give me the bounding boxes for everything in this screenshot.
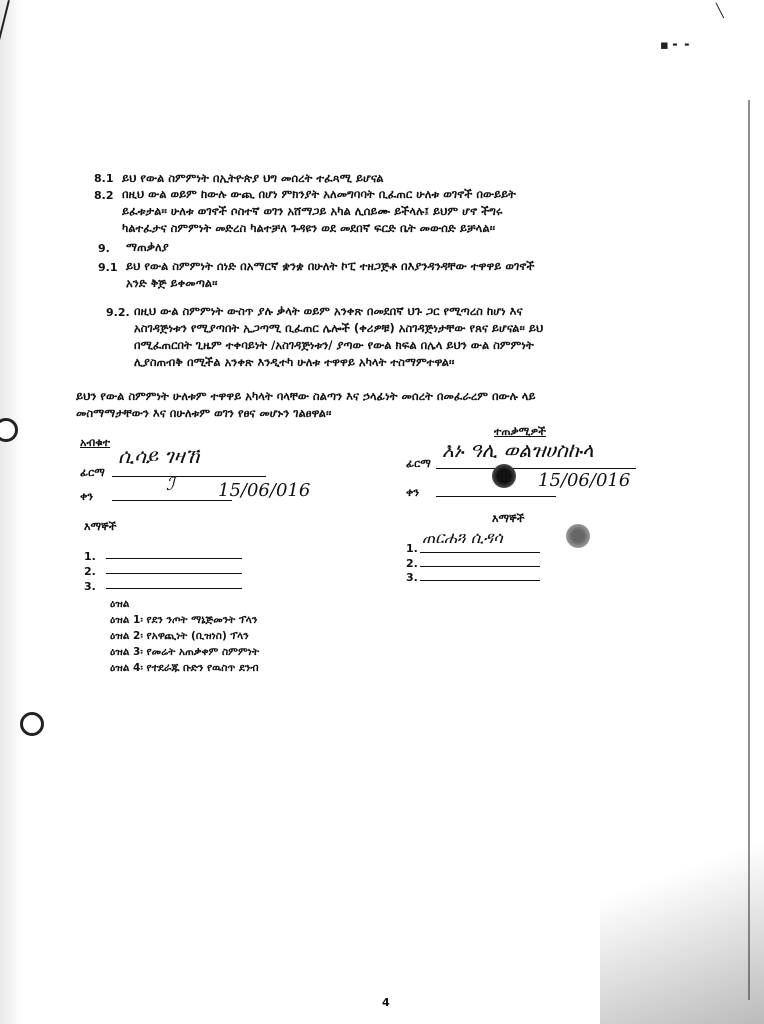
witness-line bbox=[106, 573, 242, 574]
right-witness-signature: ጠርሐጓ ሲዳሳ bbox=[422, 528, 503, 547]
left-date: 15/06/016 bbox=[218, 480, 311, 501]
closing-text-line: መስማማታቸውን እና በሁለቱም ወገን የፀና መሆኑን ገልፀዋል፡፡ bbox=[76, 406, 332, 420]
party-title-left: አብቁተ bbox=[80, 436, 111, 449]
clause-text: ይህ የውል ስምምነት በኢትዮጵያ ህግ መሰረት ተፈጻሚ ይሆናል bbox=[122, 171, 384, 185]
clause-number: 8.2 bbox=[94, 189, 114, 202]
signature-label: ፊርማ bbox=[406, 457, 431, 470]
witness-number: 2. bbox=[406, 557, 418, 570]
clause-text-line: ሊያስጠብቅ በሚችል አንቀጽ እንዲተካ ሁለቱ ተዋዋይ አካላት ተስማምተዋል፡፡ bbox=[134, 355, 455, 369]
signature-label: ፊርማ bbox=[80, 466, 105, 479]
punch-hole bbox=[20, 712, 44, 736]
witness-number: 3. bbox=[406, 571, 418, 584]
page-number: 4 bbox=[382, 996, 390, 1009]
clause-text-line: በሚፈጠርበት ጊዜም ተቀባይነት /አስገዳጅነቱን/ ያጣው የውል ክፍል በሌላ ይህን ውል ስምምነት bbox=[134, 338, 534, 352]
clause-number: 9.2. bbox=[106, 306, 130, 319]
scan-speck: ▪ ╸ ╸ bbox=[660, 38, 693, 53]
section-number: 9. bbox=[98, 242, 110, 255]
signature-line bbox=[112, 476, 266, 477]
witnesses-title-left: እማኞች bbox=[84, 520, 117, 533]
thumbprint-stamp bbox=[492, 464, 516, 488]
clause-number: 8.1 bbox=[94, 172, 114, 185]
right-signature: እኑ ዓሊ ወልዝሀስኩላ bbox=[442, 438, 594, 462]
clause-text-line: ካልተፈታና ስምምነት መድረስ ካልተቻለ ጉዳዩን ወደ መደበኛ ፍርድ ቤት መውሰድ ይቻላል፡፡ bbox=[122, 221, 496, 235]
date-line bbox=[436, 496, 556, 497]
witness-line bbox=[106, 588, 242, 589]
clause-number: 9.1 bbox=[98, 261, 118, 274]
clause-text-line: ይህ የውል ስምምነት ሰነድ በአማርኛ ቋንቋ በሁለት ኮፒ ተዘጋጅቶ በእያንዳንዳቸው ተዋዋይ ወገኖች bbox=[126, 259, 535, 273]
attachment-item: ዕዝል 3፡ የመሬት አጠቃቀም ስምምነት bbox=[110, 646, 260, 658]
date-line bbox=[112, 500, 232, 501]
date-label: ቀን bbox=[406, 486, 420, 499]
witness-number: 3. bbox=[84, 580, 96, 593]
witness-line bbox=[420, 552, 540, 553]
witness-number: 1. bbox=[406, 542, 418, 555]
clause-text-line: በዚህ ውል ወይም ከውሉ ውጪ በሆነ ምክንያት አለመግባባት ቢፈጠር ሁለቱ ወገኖች በውይይት bbox=[122, 187, 516, 201]
clause-text-line: አስገዳጅነቱን የሚያጣበት ኢጋጣሚ ቢፈጠር ሌሎች (ቀሪዎቹ) አስገዳጅነታቸው የጸና ይሆናል፡፡ ይህ bbox=[134, 321, 544, 335]
witness-line bbox=[420, 566, 540, 567]
scan-shadow-left bbox=[0, 0, 22, 1024]
witness-number: 2. bbox=[84, 565, 96, 578]
witness-line bbox=[420, 580, 540, 581]
witness-number: 1. bbox=[84, 550, 96, 563]
scan-speck: ╲ bbox=[716, 4, 724, 19]
clause-text-line: አንድ ቅጅ ይቀመጣል፡፡ bbox=[126, 276, 218, 290]
right-date: 15/06/016 bbox=[538, 470, 631, 491]
paper-edge-right bbox=[748, 100, 750, 1000]
attachments-title: ዕዝል bbox=[110, 598, 130, 610]
clause-text-line: ይፈቱታል፡፡ ሁለቱ ወገኖች ሶስተኛ ወገን አሸማጋይ አካል ሊሰይሙ ይችላሉ፤ ይህም ሆኖ ችግሩ bbox=[122, 204, 503, 218]
party-title-right: ተጠቃሚዎች bbox=[494, 425, 546, 438]
clause-text-line: በዚህ ውል ስምምነት ውስጥ ያሉ ቃላት ወይም አንቀጽ በመደበኛ ህጉ ጋር የሚጣረስ ከሆነ እና bbox=[134, 304, 523, 318]
section-title: ማጠቃለያ bbox=[126, 240, 169, 254]
witnesses-title-right: እማኞች bbox=[492, 512, 525, 525]
signature-line bbox=[436, 468, 636, 469]
attachment-item: ዕዝል 2፡ የአዋጪነት (ቢዝነስ) ፕላን bbox=[110, 630, 249, 642]
scan-shadow-bottom bbox=[600, 820, 764, 1024]
attachment-item: ዕዝል 1፡ የደን ንጦት ማኔጅመንት ፕላን bbox=[110, 614, 258, 626]
attachment-item: ዕዝል 4፡ የተደራጁ ቡድን የዉስጥ ደንብ bbox=[110, 662, 259, 674]
left-signature-mark: ℐ bbox=[166, 474, 175, 495]
date-label: ቀን bbox=[80, 490, 94, 503]
closing-text-line: ይህን የውል ስምምነት ሁለቱም ተዋዋይ አካላት ባላቸው ስልጣን እና ኃላፊነት መሰረት በመፈራረም በውሉ ላይ bbox=[76, 389, 536, 403]
witness-line bbox=[106, 558, 242, 559]
thumbprint-stamp bbox=[566, 524, 590, 548]
left-signature: ሲሳይ ገዛኸ bbox=[118, 444, 200, 468]
